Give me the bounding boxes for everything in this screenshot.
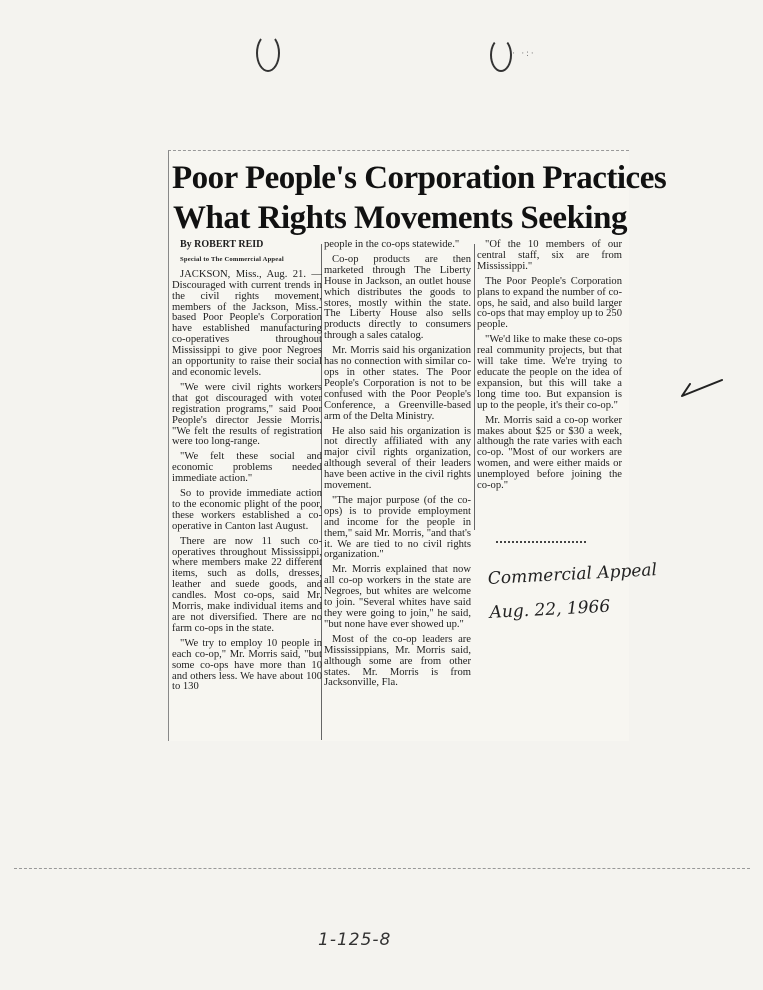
paragraph: There are now 11 such co-operatives throughout Mississippi, where members make 22 different items, such as dolls, dresses, leather and suede goods, and candles. Most co-ops, said Mr. Morris, make individual items and are not diversified. There are no farm co-ops in the state. xyxy=(172,535,322,634)
headline-line-1: Poor People's Corporation Practices xyxy=(172,160,667,196)
article-column-3 xyxy=(477,240,622,496)
column-rule-2 xyxy=(474,244,475,530)
paragraph: JACKSON, Miss., Aug. 21. — Discouraged with current trends in the civil rights movement, members of the Jackson, Miss.-based Poor People's Corporation have established manufacturing co-operatives throughout Mississippi to give poor Negroes an opportunity to raise their social and economic levels. xyxy=(172,268,322,378)
paragraph: Mr. Morris explained that now all co-op workers in the state are Negroes, but whites are welcome to join. "Several whites have said they were going to join," he said, "but none have ever showed up." xyxy=(324,564,471,630)
article-column-2 xyxy=(324,240,471,693)
checkmark-icon xyxy=(680,378,724,398)
paragraph: "We were civil rights workers that got discouraged with voter registration programs," said Poor People's director Jessie Morris. "We felt the results of registration were too long-range. xyxy=(172,381,322,448)
paragraph: people in the co-ops statewide." xyxy=(324,239,460,250)
byline: By ROBERT REID xyxy=(180,239,264,250)
paragraph: Mr. Morris said his organization has no connection with similar co-ops in other states. The Poor People's Corporation is not to be confused with the Poor People's Conference, a Greenville-based arm of the Delta Ministry. xyxy=(324,345,471,422)
byline-special: Special to The Commercial Appeal xyxy=(180,255,284,263)
article-column-1 xyxy=(172,240,322,697)
bottom-rule xyxy=(14,868,750,869)
paragraph: "The major purpose (of the co-ops) is to provide employment and income for the people in them," said Mr. Morris, "and that's it. We are tied to no civil rights organization." xyxy=(324,494,471,561)
binder-hole-left xyxy=(256,34,280,72)
headline xyxy=(172,158,667,238)
paragraph: So to provide immediate action to the economic plight of the poor, these workers established a co-operative in Canton last August. xyxy=(172,488,322,532)
handwritten-source-date: Aug. 22, 1966 xyxy=(489,596,611,623)
paragraph: Mr. Morris said a co-op worker makes about $25 or $30 a week, although the rate varies with each co-op. "Most of our workers are women, and were either maids or unemployed before joining the co-op." xyxy=(477,414,622,492)
handwritten-source-note xyxy=(487,552,690,630)
paragraph: Co-op products are then marketed through The Liberty House in Jackson, an outlet house which distributes the goods to stores, mostly within the state. The Liberty House also sells products directly to consumers through a sales catalog. xyxy=(324,253,471,342)
binder-hole-right xyxy=(490,38,512,72)
paragraph: He also said his organization is not directly affiliated with any major civil rights organization, although several of their leaders have been active in the civil rights movement. xyxy=(324,425,471,492)
paragraph: Most of the co-op leaders are Mississippians, Mr. Morris said, although some are from other states. Mr. Morris is from Jacksonville, Fla. xyxy=(324,633,471,689)
end-of-article-mark xyxy=(496,541,586,543)
handwritten-source-name: Commercial Appeal xyxy=(487,560,658,589)
headline-line-2: What Rights Movements Seeking xyxy=(173,200,627,236)
page-number: 1-125-8 xyxy=(318,930,392,950)
paragraph: "Of the 10 members of our central staff, six are from Mississippi." xyxy=(477,239,622,272)
paragraph: "We felt these social and economic problems needed immediate action." xyxy=(172,451,322,485)
paragraph: The Poor People's Corporation plans to expand the number of co-ops, he said, and also build larger co-ops that may employ up to 250 people. xyxy=(477,275,622,331)
scan-speckle: · ·:· xyxy=(512,48,536,58)
paragraph: "We'd like to make these co-ops real community projects, but that will take time. We're trying to educate the people on the idea of expansion, but this will take a long time too. But expansion is up to the people, it's their co-op." xyxy=(477,334,622,411)
paragraph: "We try to employ 10 people in each co-op," Mr. Morris said, "but some co-ops have more than 10 and others less. We have about 100 to 130 xyxy=(172,637,322,693)
